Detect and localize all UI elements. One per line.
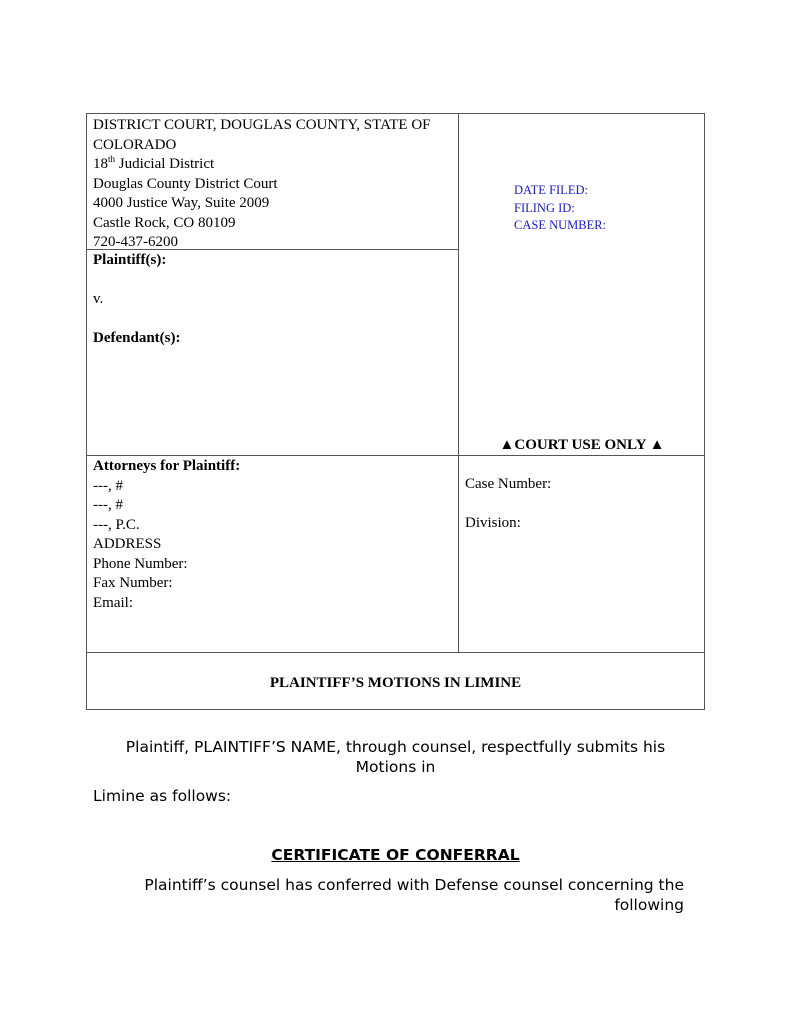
district-number: 18 <box>93 156 108 172</box>
parties-block <box>93 251 453 349</box>
conferral-heading: CERTIFICATE OF CONFERRAL <box>271 846 520 864</box>
conferral-paragraph: Plaintiff’s counsel has conferred with Defense counsel concerning the following <box>144 876 684 914</box>
case-number-label: Case Number: <box>465 476 552 492</box>
attorneys-block <box>93 457 453 613</box>
court-info-block <box>93 116 453 253</box>
email-line: Email: <box>93 594 133 611</box>
versus-label: v. <box>93 291 104 307</box>
date-filed-label: DATE FILED: <box>514 183 588 197</box>
filing-id-label: FILING ID: <box>514 200 575 215</box>
phone-line: Phone Number: <box>93 555 188 572</box>
fax-line: Fax Number: <box>93 575 173 591</box>
court-use-only-label: ▲COURT USE ONLY ▲ <box>499 437 665 453</box>
court-phone: 720-437-6200 <box>93 234 178 250</box>
court-name-line1: DISTRICT COURT, DOUGLAS COUNTY, STATE OF <box>93 117 431 133</box>
caption-vertical-divider <box>458 114 459 652</box>
attorney-line: ---, # <box>93 477 123 494</box>
division-label: Division: <box>465 515 521 531</box>
document-title: PLAINTIFF’S MOTIONS IN LIMINE <box>269 675 522 691</box>
filing-stamp <box>514 182 606 235</box>
plaintiffs-label: Plaintiff(s): <box>93 252 167 268</box>
district-ordinal-suffix: th <box>108 154 116 164</box>
stamp-case-number-label: CASE NUMBER: <box>514 218 607 232</box>
district-label: Judicial District <box>118 156 215 172</box>
attorneys-heading: Attorneys for Plaintiff: <box>93 458 241 474</box>
court-location-name: Douglas County District Court <box>93 175 278 192</box>
court-city-state-zip: Castle Rock, CO 80109 <box>93 214 236 231</box>
intro-paragraph-line2: Limine as follows: <box>93 787 232 805</box>
case-caption-table <box>86 113 705 710</box>
court-name-line2: COLORADO <box>93 136 177 153</box>
attorney-line: ---, # <box>93 497 123 513</box>
court-street-address: 4000 Justice Way, Suite 2009 <box>93 195 270 211</box>
firm-line: ---, P.C. <box>93 516 140 533</box>
defendants-label: Defendant(s): <box>93 330 181 346</box>
case-info-block <box>465 475 695 534</box>
intro-paragraph-line1: Plaintiff, PLAINTIFF’S NAME, through counsel, respectfully submits his Motions in <box>125 738 666 776</box>
judicial-district <box>93 155 453 175</box>
address-line: ADDRESS <box>93 536 162 552</box>
caption-divider-title <box>87 652 704 653</box>
